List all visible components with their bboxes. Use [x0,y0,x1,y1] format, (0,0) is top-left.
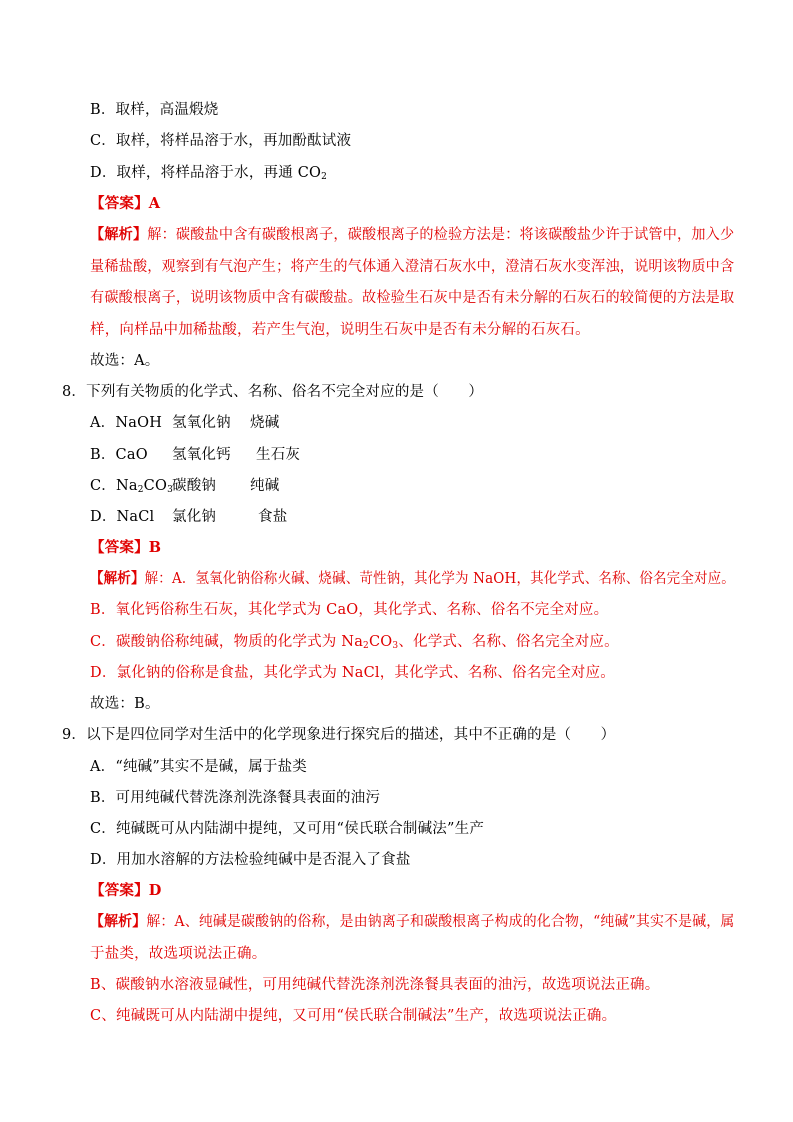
q8-option-a: A．NaOH 氢氧化钠 烧碱 [90,415,280,431]
q9-option-d: D．用加水溶解的方法检验纯碱中是否混入了食盐 [90,852,411,868]
q8-choice: 故选：B。 [90,696,160,712]
q9-analysis-a-line-2: 于盐类，故选项说法正确。 [90,946,267,962]
q8-analysis-c: C．碳酸钠俗称纯碱，物质的化学式为 $Na_2CO_3$、化学式、名称、俗名完全对应。 [90,634,619,651]
q7-analysis-line-4: 样，向样品中加稀盐酸，若产生气泡，说明生石灰中是否有未分解的石灰石。 [90,322,590,338]
q9-option-b: B．可用纯碱代替洗涤剂洗涤餐具表面的油污 [90,790,381,806]
q8-analysis-a: 【解析】解：A．氢氧化钠俗称火碱、烧碱、苛性钠，其化学为 NaOH，其化学式、名称、俗名完全对应。 [90,570,735,587]
q8-option-b: B．CaO 氢氧化钙 生石灰 [90,447,301,463]
q8-option-d: D．NaCl 氯化钠 食盐 [90,509,288,525]
q7-option-c: C．取样，将样品溶于水，再加酚酞试液 [90,133,352,149]
q8-stem: 8．下列有关物质的化学式、名称、俗名不完全对应的是（ ） [62,384,484,400]
q9-analysis-c: C、纯碱既可从内陆湖中提纯，又可用“侯氏联合制碱法”生产，故选项说法正确。 [90,1008,617,1024]
q7-option-d: D．取样，将样品溶于水，再通 $CO_2$ [90,165,328,182]
q9-option-a: A．“纯碱”其实不是碱，属于盐类 [90,759,307,775]
q9-answer: 【答案】D [90,882,162,899]
q8-analysis-d: D．氯化钠的俗称是食盐，其化学式为 NaCl，其化学式、名称、俗名完全对应。 [90,665,615,681]
q9-analysis-b: B、碳酸钠水溶液显碱性，可用纯碱代替洗涤剂洗涤餐具表面的油污，故选项说法正确。 [90,977,660,993]
q9-analysis-a-line-1: 【解析】解：A、纯碱是碳酸钠的俗称，是由钠离子和碳酸根离子构成的化合物，“纯碱”其实不是碱，属 [90,913,735,930]
q7-choice: 故选：A。 [90,353,160,369]
q7-answer: 【答案】A [90,195,161,212]
q7-analysis-line-3: 有碳酸根离子，说明该物质中含有碳酸盐。故检验生石灰中是否有未分解的石灰石的较简便的方法是取 [90,290,735,306]
q9-option-c: C．纯碱既可从内陆湖中提纯，又可用“侯氏联合制碱法”生产 [90,821,485,837]
q7-option-b: B．取样，高温煅烧 [90,102,219,118]
q7-analysis-line-1: 【解析】解：碳酸盐中含有碳酸根离子，碳酸根离子的检验方法是：将该碳酸盐少许于试管中，加入少 [90,226,735,243]
q8-option-c: C．$Na_2CO_3$碳酸钠 纯碱 [90,478,280,495]
q8-analysis-b: B．氧化钙俗称生石灰，其化学式为 CaO，其化学式、名称、俗名不完全对应。 [90,602,609,618]
q9-stem: 9．以下是四位同学对生活中的化学现象进行探究后的描述，其中不正确的是（ ） [62,727,616,743]
q7-analysis-line-2: 量稀盐酸，观察到有气泡产生；将产生的气体通入澄清石灰水中，澄清石灰水变浑浊，说明该物质中含 [90,259,735,275]
q8-answer: 【答案】B [90,539,162,556]
